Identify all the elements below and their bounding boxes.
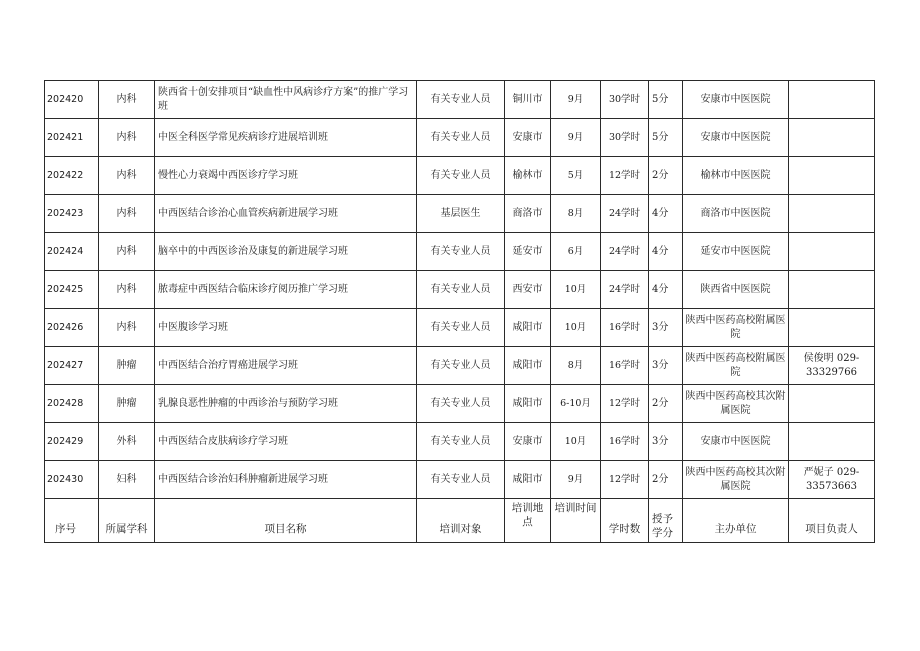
cell-subject: 内科	[99, 271, 155, 309]
cell-host: 商洛市中医医院	[683, 195, 789, 233]
table-row	[45, 119, 875, 157]
cell-person	[789, 271, 875, 309]
cell-place: 咸阳市	[505, 347, 551, 385]
cell-place: 西安市	[505, 271, 551, 309]
cell-subject: 内科	[99, 309, 155, 347]
header-audience: 培训对象	[417, 499, 505, 543]
header-subject: 所属学科	[99, 499, 155, 543]
table-row	[45, 423, 875, 461]
cell-time: 5月	[551, 157, 601, 195]
cell-hours: 12学时	[601, 157, 649, 195]
cell-hours: 16学时	[601, 347, 649, 385]
cell-host: 安康市中医医院	[683, 423, 789, 461]
cell-subject: 肿瘤	[99, 347, 155, 385]
cell-credit: 2分	[649, 157, 683, 195]
cell-time: 9月	[551, 119, 601, 157]
cell-name: 中医腹诊学习班	[155, 309, 417, 347]
table-header-row	[45, 499, 875, 543]
cell-person: 侯俊明 029-33329766	[789, 347, 875, 385]
cell-person	[789, 157, 875, 195]
cell-host: 安康市中医医院	[683, 81, 789, 119]
cell-id: 202422	[45, 157, 99, 195]
cell-name: 中西医结合治疗胃癌进展学习班	[155, 347, 417, 385]
cell-audience: 有关专业人员	[417, 385, 505, 423]
cell-id: 202425	[45, 271, 99, 309]
cell-time: 10月	[551, 271, 601, 309]
table-row	[45, 81, 875, 119]
cell-host: 陕西省中医医院	[683, 271, 789, 309]
cell-person	[789, 309, 875, 347]
cell-place: 安康市	[505, 119, 551, 157]
header-place: 培训地点	[505, 499, 551, 543]
cell-place: 安康市	[505, 423, 551, 461]
cell-name: 陕西省十创安排项目“缺血性中风病诊疗方案”的推广学习班	[155, 81, 417, 119]
cell-audience: 有关专业人员	[417, 233, 505, 271]
cell-place: 铜川市	[505, 81, 551, 119]
cell-credit: 2分	[649, 385, 683, 423]
cell-host: 陕西中医药高校其次附属医院	[683, 385, 789, 423]
cell-person: 严妮子 029-33573663	[789, 461, 875, 499]
cell-person	[789, 119, 875, 157]
cell-name: 中西医结合诊治妇科肿瘤新进展学习班	[155, 461, 417, 499]
cell-place: 咸阳市	[505, 309, 551, 347]
cell-credit: 3分	[649, 309, 683, 347]
header-time: 培训时间	[551, 499, 601, 543]
cell-time: 6-10月	[551, 385, 601, 423]
cell-hours: 24学时	[601, 233, 649, 271]
cell-person	[789, 385, 875, 423]
cell-credit: 4分	[649, 271, 683, 309]
header-credit: 授予学分	[649, 499, 683, 543]
cell-subject: 肿瘤	[99, 385, 155, 423]
cell-subject: 外科	[99, 423, 155, 461]
cell-host: 延安市中医医院	[683, 233, 789, 271]
cell-id: 202429	[45, 423, 99, 461]
cell-audience: 有关专业人员	[417, 157, 505, 195]
header-person: 项目负责人	[789, 499, 875, 543]
table-row	[45, 157, 875, 195]
cell-credit: 5分	[649, 119, 683, 157]
cell-subject: 内科	[99, 157, 155, 195]
cell-name: 中西医结合皮肤病诊疗学习班	[155, 423, 417, 461]
cell-host: 陕西中医药高校附属医院	[683, 309, 789, 347]
cell-hours: 30学时	[601, 119, 649, 157]
cell-audience: 有关专业人员	[417, 423, 505, 461]
table-row	[45, 347, 875, 385]
cell-subject: 妇科	[99, 461, 155, 499]
cell-hours: 12学时	[601, 461, 649, 499]
header-hours: 学时数	[601, 499, 649, 543]
cell-audience: 有关专业人员	[417, 81, 505, 119]
cell-hours: 24学时	[601, 195, 649, 233]
cell-hours: 24学时	[601, 271, 649, 309]
cell-person	[789, 81, 875, 119]
cell-subject: 内科	[99, 233, 155, 271]
cell-hours: 16学时	[601, 309, 649, 347]
table-row	[45, 309, 875, 347]
cell-name: 中西医结合诊治心血管疾病新进展学习班	[155, 195, 417, 233]
cell-credit: 5分	[649, 81, 683, 119]
cell-host: 陕西中医药高校其次附属医院	[683, 461, 789, 499]
table-row	[45, 195, 875, 233]
cell-name: 中医全科医学常见疾病诊疗进展培训班	[155, 119, 417, 157]
cell-credit: 2分	[649, 461, 683, 499]
cell-time: 8月	[551, 347, 601, 385]
cell-time: 6月	[551, 233, 601, 271]
cell-name: 慢性心力衰竭中西医诊疗学习班	[155, 157, 417, 195]
cell-id: 202424	[45, 233, 99, 271]
cell-time: 9月	[551, 461, 601, 499]
cell-audience: 有关专业人员	[417, 347, 505, 385]
table-row	[45, 461, 875, 499]
cell-id: 202430	[45, 461, 99, 499]
cell-credit: 4分	[649, 195, 683, 233]
table-row	[45, 385, 875, 423]
cell-time: 8月	[551, 195, 601, 233]
table-row	[45, 233, 875, 271]
header-name: 项目名称	[155, 499, 417, 543]
cell-id: 202420	[45, 81, 99, 119]
cell-subject: 内科	[99, 195, 155, 233]
cell-audience: 有关专业人员	[417, 119, 505, 157]
cell-person	[789, 195, 875, 233]
cell-name: 脓毒症中西医结合临床诊疗阅历推广学习班	[155, 271, 417, 309]
cell-place: 商洛市	[505, 195, 551, 233]
cell-audience: 有关专业人员	[417, 309, 505, 347]
cell-host: 安康市中医医院	[683, 119, 789, 157]
project-table	[44, 80, 875, 543]
cell-host: 榆林市中医医院	[683, 157, 789, 195]
cell-id: 202423	[45, 195, 99, 233]
cell-audience: 有关专业人员	[417, 461, 505, 499]
cell-audience: 有关专业人员	[417, 271, 505, 309]
cell-hours: 12学时	[601, 385, 649, 423]
cell-hours: 16学时	[601, 423, 649, 461]
cell-subject: 内科	[99, 119, 155, 157]
cell-time: 10月	[551, 309, 601, 347]
cell-credit: 3分	[649, 347, 683, 385]
cell-credit: 3分	[649, 423, 683, 461]
cell-place: 咸阳市	[505, 461, 551, 499]
cell-audience: 基层医生	[417, 195, 505, 233]
cell-name: 乳腺良恶性肿瘤的中西诊治与预防学习班	[155, 385, 417, 423]
cell-id: 202426	[45, 309, 99, 347]
header-host: 主办单位	[683, 499, 789, 543]
cell-hours: 30学时	[601, 81, 649, 119]
cell-name: 脑卒中的中西医诊治及康复的新进展学习班	[155, 233, 417, 271]
header-id: 序号	[45, 499, 99, 543]
cell-person	[789, 423, 875, 461]
cell-credit: 4分	[649, 233, 683, 271]
cell-time: 10月	[551, 423, 601, 461]
cell-id: 202427	[45, 347, 99, 385]
table-body	[45, 81, 875, 499]
cell-subject: 内科	[99, 81, 155, 119]
cell-time: 9月	[551, 81, 601, 119]
cell-person	[789, 233, 875, 271]
cell-place: 延安市	[505, 233, 551, 271]
cell-place: 榆林市	[505, 157, 551, 195]
cell-host: 陕西中医药高校附属医院	[683, 347, 789, 385]
table-row	[45, 271, 875, 309]
cell-place: 咸阳市	[505, 385, 551, 423]
cell-id: 202421	[45, 119, 99, 157]
cell-id: 202428	[45, 385, 99, 423]
